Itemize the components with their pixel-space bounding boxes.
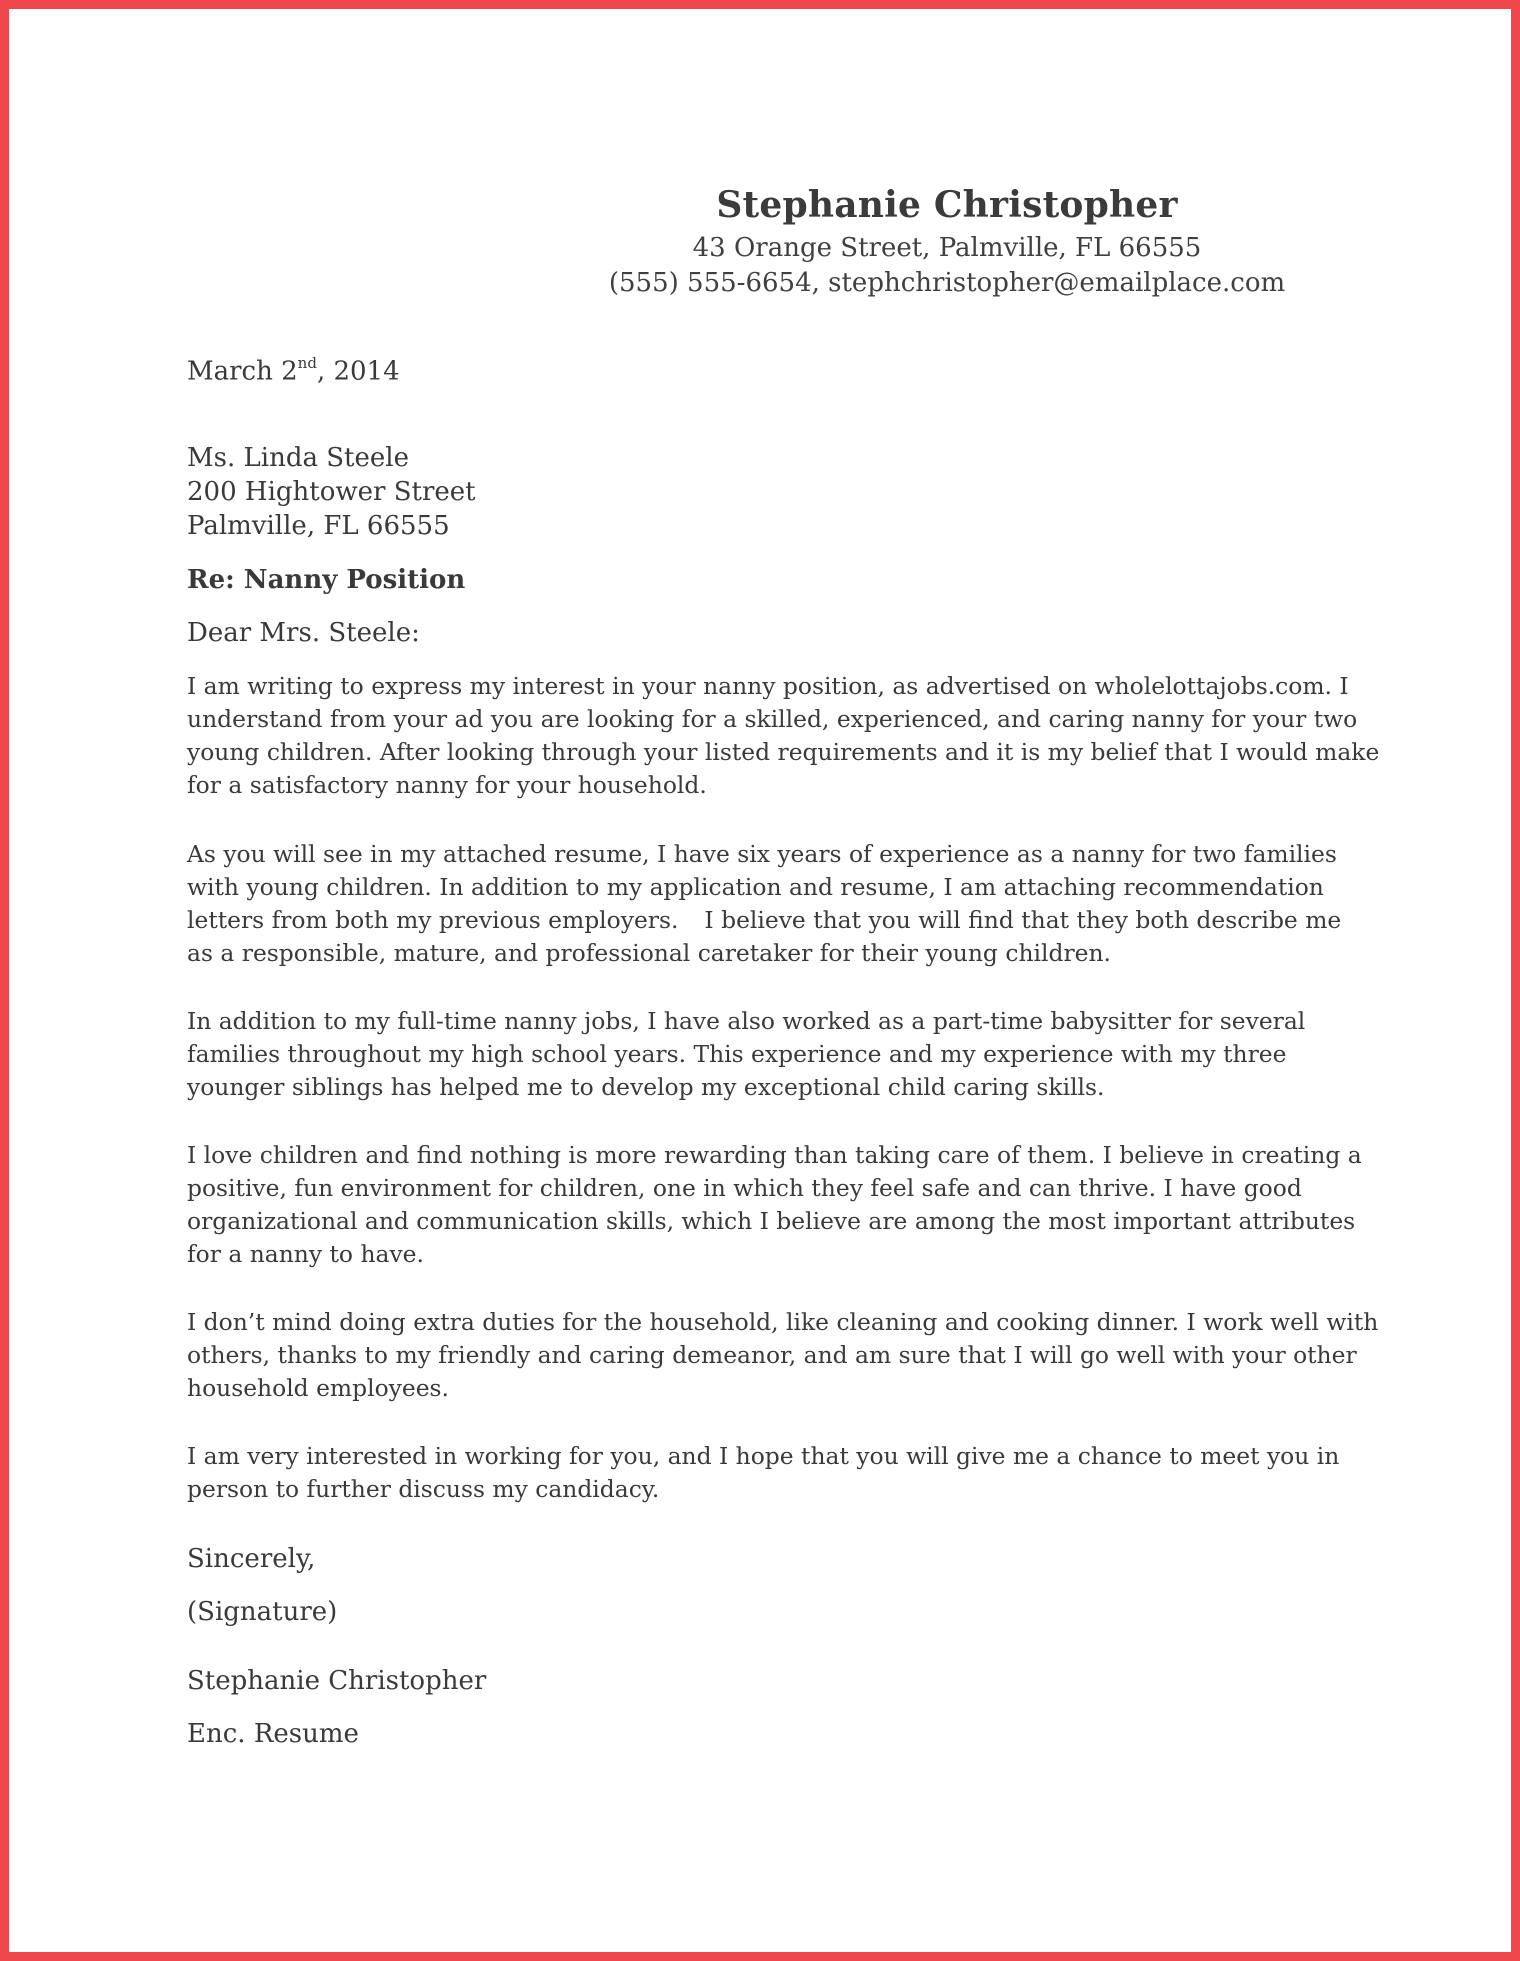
paragraph-line: positive, fun environment for children, one in which they feel safe and can thrive. I have good [187, 1174, 1302, 1202]
paragraph-line: families throughout my high school years. This experience and my experience with my three [187, 1040, 1287, 1068]
paragraph-line: I am writing to express my interest in your nanny position, as advertised on wholelottajobs.com. I [187, 672, 1349, 700]
date-month-day: March 2 [187, 356, 298, 387]
paragraph-line: young children. After looking through your listed requirements and it is my belief that I would make [187, 738, 1380, 766]
paragraph-line: I don’t mind doing extra duties for the household, like cleaning and cooking dinner. I work well with [187, 1308, 1379, 1336]
valediction: Sincerely, [187, 1544, 316, 1574]
salutation: Dear Mrs. Steele: [187, 618, 420, 648]
paragraph-line: for a satisfactory nanny for your household. [187, 771, 707, 799]
body-paragraph-1 [187, 670, 1380, 802]
paragraph-line: I love children and find nothing is more rewarding than taking care of them. I believe in creating a [187, 1141, 1362, 1169]
paragraph-line: as a responsible, mature, and professional caretaker for their young children. [187, 939, 1111, 967]
paragraph-line [187, 904, 1347, 937]
signature-placeholder: (Signature) [187, 1597, 338, 1627]
sender-address: 43 Orange Street, Palmville, FL 66555 [692, 233, 1202, 263]
signer-name: Stephanie Christopher [187, 1666, 487, 1696]
recipient-name: Ms. Linda Steele [187, 443, 409, 473]
body-paragraph-6 [187, 1440, 1347, 1506]
body-paragraph-4 [187, 1139, 1362, 1271]
body-paragraph-3 [187, 1005, 1347, 1104]
paragraph-line: younger siblings has helped me to develop my exceptional child caring skills. [187, 1073, 1105, 1101]
enclosure-note: Enc. Resume [187, 1719, 359, 1749]
paragraph-line: organizational and communication skills, which I believe are among the most important attributes [187, 1207, 1356, 1235]
body-paragraph-2 [187, 838, 1347, 970]
body-paragraph-5 [187, 1306, 1379, 1405]
paragraph-line: others, thanks to my friendly and caring demeanor, and am sure that I will go well with your other [187, 1341, 1357, 1369]
paragraph-line: person to further discuss my candidacy. [187, 1475, 660, 1503]
paragraph-line: with young children. In addition to my application and resume, I am attaching recommendation [187, 873, 1324, 901]
recipient-street: 200 Hightower Street [187, 477, 476, 507]
paragraph-line: household employees. [187, 1374, 449, 1402]
sender-name-heading: Stephanie Christopher [716, 184, 1178, 226]
paragraph-line: As you will see in my attached resume, I have six years of experience as a nanny for two families [187, 840, 1337, 868]
paragraph-line: for a nanny to have. [187, 1240, 424, 1268]
subject-line: Re: Nanny Position [187, 565, 466, 595]
recipient-city: Palmville, FL 66555 [187, 511, 450, 541]
letter-date [187, 356, 400, 387]
paragraph-line-part: letters from both my previous employers. [187, 906, 679, 934]
sender-contact: (555) 555-6654, stephchristopher@emailplace.com [608, 268, 1286, 298]
date-year: , 2014 [316, 356, 400, 387]
date-ordinal-suffix: nd [297, 354, 317, 372]
paragraph-line: understand from your ad you are looking for a skilled, experienced, and caring nanny for your two [187, 705, 1358, 733]
paragraph-line-part: I believe that you will find that they both describe me [704, 906, 1342, 934]
paragraph-line: In addition to my full-time nanny jobs, I have also worked as a part-time babysitter for several [187, 1007, 1306, 1035]
paragraph-line: I am very interested in working for you, and I hope that you will give me a chance to meet you in [187, 1442, 1340, 1470]
